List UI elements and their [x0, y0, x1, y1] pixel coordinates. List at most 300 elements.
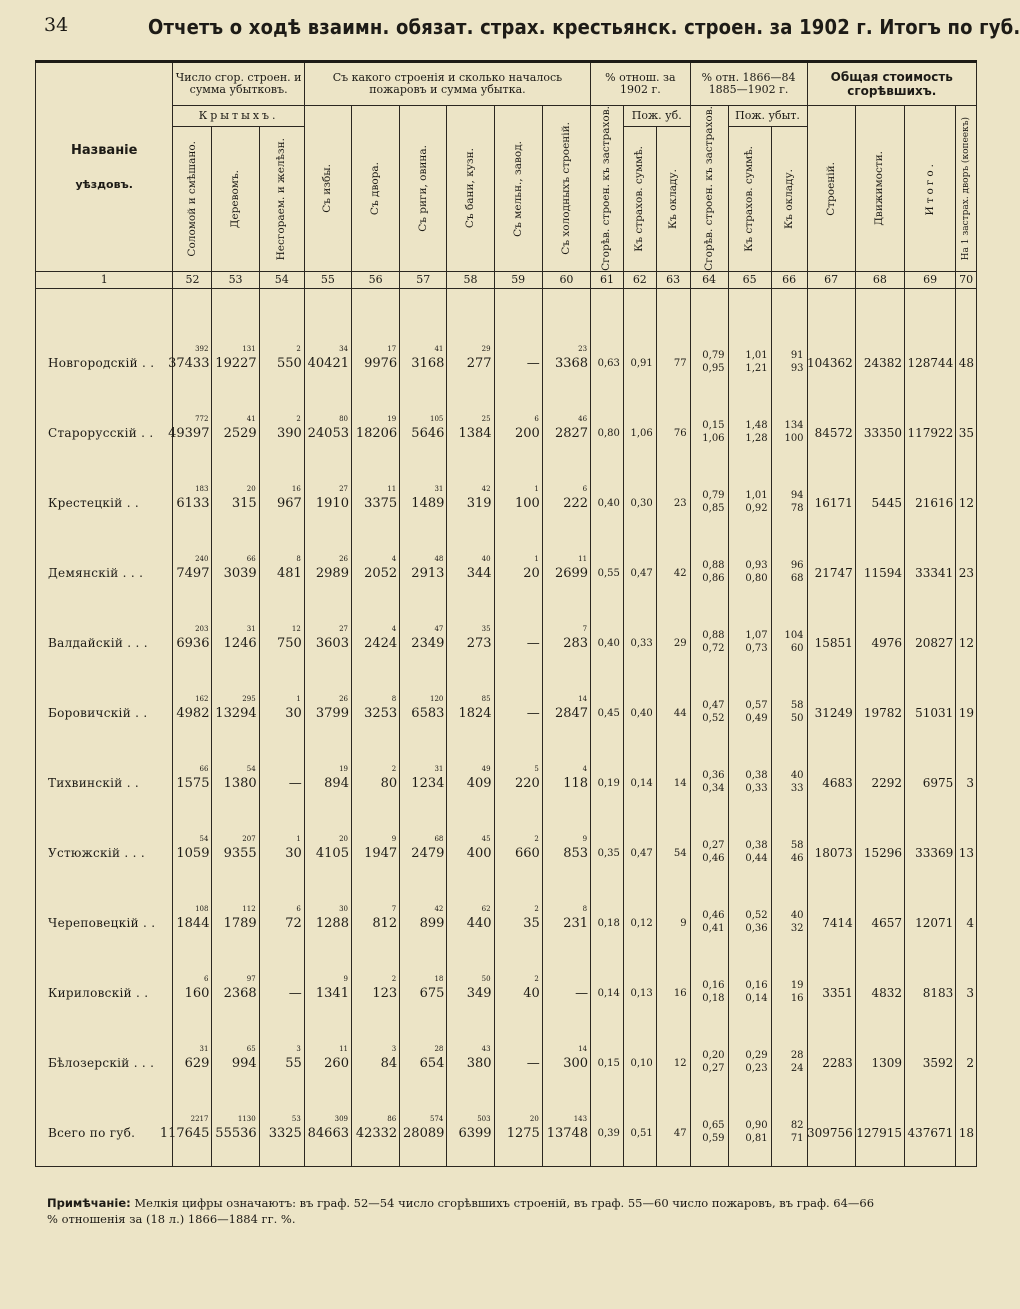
small-count: 131 [242, 345, 256, 354]
percent-1866-1884: 0,38 [745, 840, 768, 852]
small-count: 34 [339, 345, 348, 354]
percent-1866-1884: 94 [790, 490, 804, 502]
table-cell [591, 816, 624, 886]
cost-value: 16171 [814, 496, 853, 511]
percent-1885-1902: 0,44 [745, 853, 768, 865]
col-59-header [494, 106, 542, 272]
small-count: 20 [529, 1115, 539, 1124]
small-count: 11 [578, 555, 588, 564]
cost-value: 2283 [822, 1056, 853, 1071]
table-row [36, 886, 977, 956]
cost-value: 33341 [915, 566, 954, 581]
value: 550 [276, 356, 302, 372]
table-cell [656, 886, 690, 956]
small-count: 86 [387, 1115, 397, 1124]
cost-value: 7414 [822, 916, 853, 931]
table-cell [905, 466, 956, 536]
value: 37433 [168, 356, 210, 372]
value: 315 [231, 496, 257, 512]
cost-value: 48 [958, 356, 974, 371]
table-cell [771, 466, 807, 536]
column-number: 55 [304, 271, 351, 288]
table-cell [591, 326, 624, 396]
column-number: 1 [36, 271, 173, 288]
value: 1947 [364, 846, 398, 862]
table-cell [623, 466, 656, 536]
table-cell [542, 1026, 590, 1096]
percent-1885-1902: 0,95 [702, 363, 725, 375]
table-cell [494, 1096, 542, 1167]
percent-value: 29 [673, 638, 687, 650]
table-cell [905, 746, 956, 816]
footnote-text-2: % отношенія за (18 л.) 1866—1884 гг. %. [47, 1212, 296, 1226]
value: 3325 [268, 1126, 302, 1142]
table-cell [771, 676, 807, 746]
percent-value: 16 [673, 988, 687, 1000]
table-cell [351, 956, 399, 1026]
table-cell [956, 886, 977, 956]
table-cell [259, 1026, 304, 1096]
percent-1885-1902: 0,85 [702, 503, 725, 515]
col-62-label: Къ страхов. суммѣ. [633, 146, 646, 252]
value: 19227 [215, 356, 257, 372]
table-cell [447, 1096, 494, 1167]
table-cell [173, 746, 212, 816]
percent-1866-1884: 134 [784, 420, 804, 432]
percent-value: 0,40 [597, 498, 620, 510]
value: — [288, 776, 302, 792]
percent-1866-1884: 0,29 [745, 1050, 768, 1062]
table-cell [173, 886, 212, 956]
table-cell [351, 886, 399, 956]
table-cell [690, 886, 728, 956]
table-cell [351, 1096, 399, 1167]
table-cell [807, 536, 855, 606]
small-count: 2 [534, 905, 539, 914]
cost-value: 6975 [922, 776, 954, 791]
table-cell [259, 886, 304, 956]
percent-value: 0,47 [630, 848, 653, 860]
table-cell [905, 606, 956, 676]
small-count: 1 [296, 835, 301, 844]
table-cell [728, 1096, 771, 1167]
small-count: 183 [195, 485, 209, 494]
value: 231 [563, 916, 589, 932]
table-cell [690, 326, 728, 396]
table-cell [855, 1026, 904, 1096]
table-cell [807, 606, 855, 676]
column-number: 60 [542, 271, 590, 288]
table-cell [656, 326, 690, 396]
table-cell [656, 466, 690, 536]
table-cell [623, 886, 656, 956]
small-count: 16 [291, 485, 301, 494]
cost-value: 4683 [822, 776, 853, 791]
value: 3603 [315, 636, 349, 652]
table-cell [690, 676, 728, 746]
table-cell [36, 1096, 173, 1167]
value: 13748 [546, 1126, 589, 1142]
table-cell [807, 396, 855, 466]
small-count: 392 [195, 345, 209, 354]
header-total-cost: Общая стоимость сгорѣвшихъ. [807, 62, 976, 106]
table-cell [905, 536, 956, 606]
percent-1885-1902: 0,36 [745, 923, 768, 935]
value: 3375 [364, 496, 398, 512]
table-cell [656, 816, 690, 886]
col-67-label: Строеній. [824, 161, 837, 216]
table-cell [542, 326, 590, 396]
small-count: 2 [534, 975, 539, 984]
percent-1885-1902: 60 [790, 643, 804, 655]
footnote [47, 1195, 874, 1227]
small-count: 31 [246, 625, 256, 634]
table-cell [212, 466, 259, 536]
percent-value: 0,33 [630, 638, 653, 650]
percent-1885-1902: 32 [790, 923, 804, 935]
table-cell [905, 1026, 956, 1096]
table-cell [956, 746, 977, 816]
value: 1380 [223, 776, 257, 792]
table-cell [905, 816, 956, 886]
cost-value: 24382 [863, 356, 903, 371]
percent-1885-1902: 0,73 [745, 643, 768, 655]
table-cell [956, 606, 977, 676]
table-cell [400, 956, 447, 1026]
percent-1885-1902: 24 [790, 1063, 804, 1075]
value: 1789 [223, 916, 257, 932]
table-cell [400, 1026, 447, 1096]
value: 7497 [176, 566, 210, 582]
table-cell [304, 466, 351, 536]
percent-1866-1884: 40 [790, 770, 804, 782]
percent-value: 0,18 [597, 918, 620, 930]
small-count: 2 [534, 835, 539, 844]
small-count: 35 [481, 625, 491, 634]
small-count: 8 [582, 905, 588, 914]
percent-1885-1902: 46 [790, 853, 804, 865]
table-cell [542, 396, 590, 466]
percent-1866-1884: 19 [790, 980, 804, 992]
value: 40421 [307, 356, 349, 372]
percent-1866-1884: 0,20 [702, 1050, 725, 1062]
value: 5646 [411, 426, 445, 442]
table-cell [447, 536, 494, 606]
table-cell [447, 886, 494, 956]
small-count: 6 [582, 485, 588, 494]
table-cell [494, 536, 542, 606]
percent-1885-1902: 0,23 [745, 1063, 768, 1075]
percent-1866-1884: 0,16 [702, 980, 725, 992]
table-cell [656, 746, 690, 816]
percent-1866-1884: 104 [784, 630, 804, 642]
table-cell [542, 1096, 590, 1167]
col-64-header [690, 106, 728, 272]
column-number: 62 [623, 271, 656, 288]
percent-1885-1902: 1,21 [745, 363, 768, 375]
value: — [526, 356, 540, 372]
small-count: 162 [195, 695, 209, 704]
value: 1844 [176, 916, 210, 932]
cost-value: 437671 [907, 1126, 954, 1141]
table-row [36, 326, 977, 396]
value: 1489 [411, 496, 445, 512]
table-row [36, 816, 977, 886]
table-cell [259, 606, 304, 676]
small-count: 29 [481, 345, 491, 354]
table-cell [623, 1026, 656, 1096]
value: 42332 [355, 1126, 398, 1142]
table-cell [494, 326, 542, 396]
cost-value: 15296 [863, 846, 903, 861]
small-count: 1 [534, 555, 539, 564]
table-cell [807, 1026, 855, 1096]
small-count: 11 [339, 1045, 348, 1054]
table-row [36, 1026, 977, 1096]
table-cell [351, 816, 399, 886]
percent-1885-1902: 100 [784, 433, 804, 445]
percent-1866-1884: 0,65 [702, 1120, 725, 1132]
table-cell [447, 606, 494, 676]
col-56-label: Съ двора. [369, 161, 382, 215]
table-cell [956, 1096, 977, 1167]
percent-1866-1884: 1,07 [745, 630, 768, 642]
table-cell [542, 886, 590, 956]
percent-value: 0,15 [597, 1058, 620, 1070]
table-cell [728, 326, 771, 396]
value: 117645 [159, 1126, 210, 1142]
table-cell [905, 326, 956, 396]
column-number: 58 [447, 271, 494, 288]
col-69-header [905, 106, 956, 272]
small-count: 27 [339, 485, 348, 494]
col-59-label: Съ мельн., завод. [511, 140, 524, 237]
small-count: 54 [199, 835, 209, 844]
cost-value: 4657 [871, 916, 903, 931]
district-name: Всего по губ. [48, 1126, 136, 1141]
value: 1234 [411, 776, 445, 792]
table-cell [956, 816, 977, 886]
value: 629 [184, 1056, 210, 1072]
value: 49397 [168, 426, 210, 442]
value: 30 [285, 706, 302, 722]
table-cell [656, 606, 690, 676]
small-count: 5 [534, 765, 539, 774]
column-number: 53 [212, 271, 259, 288]
value: 481 [276, 566, 302, 582]
small-count: 203 [195, 625, 209, 634]
column-number: 61 [591, 271, 624, 288]
table-cell [447, 956, 494, 1026]
col-58-header [447, 106, 494, 272]
small-count: 2217 [190, 1115, 209, 1124]
column-number: 63 [656, 271, 690, 288]
table-cell [212, 676, 259, 746]
table-cell [690, 816, 728, 886]
table-cell [728, 1026, 771, 1096]
value: 2349 [411, 636, 445, 652]
value: 300 [563, 1056, 589, 1072]
small-count: 31 [434, 485, 444, 494]
table-cell [956, 1026, 977, 1096]
percent-1866-1884: 28 [790, 1050, 804, 1062]
small-count: 3 [391, 1045, 397, 1054]
cost-value: 4976 [871, 636, 903, 651]
small-count: 7 [582, 625, 588, 634]
value: 654 [419, 1056, 445, 1072]
percent-1885-1902: 0,72 [702, 643, 725, 655]
small-count: 46 [578, 415, 588, 424]
table-cell [771, 956, 807, 1026]
table-cell [656, 1096, 690, 1167]
column-number: 66 [771, 271, 807, 288]
percent-1885-1902: 78 [790, 503, 804, 515]
table-cell [690, 606, 728, 676]
value: 319 [466, 496, 492, 512]
percent-1885-1902: 1,06 [702, 433, 725, 445]
small-count: 31 [199, 1045, 209, 1054]
value: 344 [466, 566, 492, 582]
percent-1885-1902: 0,14 [745, 993, 768, 1005]
small-count: 28 [434, 1045, 444, 1054]
value: 1288 [315, 916, 349, 932]
column-number: 68 [855, 271, 904, 288]
value: 222 [563, 496, 589, 512]
percent-1866-1884: 0,79 [702, 350, 725, 362]
table-cell [494, 396, 542, 466]
table-cell [259, 466, 304, 536]
table-cell [591, 676, 624, 746]
small-count: 45 [481, 835, 491, 844]
table-cell [351, 1026, 399, 1096]
table-cell [259, 536, 304, 606]
table-cell [304, 536, 351, 606]
district-name: Валдайскій . . . [48, 636, 148, 651]
table-cell [304, 1096, 351, 1167]
table-cell [690, 466, 728, 536]
cost-value: 18 [958, 1126, 974, 1141]
footnote-label: Примѣчаніе: [47, 1196, 131, 1210]
col-54-header [259, 127, 304, 272]
value: 28089 [403, 1126, 445, 1142]
value: — [526, 706, 540, 722]
table-cell [447, 466, 494, 536]
percent-1885-1902: 33 [790, 783, 804, 795]
table-cell [728, 816, 771, 886]
table-cell [771, 1096, 807, 1167]
table-cell [173, 606, 212, 676]
table-cell [956, 326, 977, 396]
cost-value: 2 [966, 1056, 974, 1071]
table-cell [542, 816, 590, 886]
small-count: 48 [434, 555, 444, 564]
value: — [526, 1056, 540, 1072]
value: 4982 [176, 706, 210, 722]
col-61-label: Сгорѣв. строен. къ застрахов. [600, 106, 613, 271]
col-65-header [728, 127, 771, 272]
small-count: 4 [582, 765, 588, 774]
percent-value: 0,63 [597, 358, 620, 370]
small-count: 17 [387, 345, 397, 354]
small-count: 112 [242, 905, 256, 914]
table-row [36, 1096, 977, 1167]
small-count: 6 [296, 905, 301, 914]
table-cell [807, 956, 855, 1026]
table-cell [351, 746, 399, 816]
table-cell [728, 956, 771, 1026]
value: 2424 [364, 636, 398, 652]
value: 84 [380, 1056, 398, 1072]
table-cell [304, 326, 351, 396]
small-count: 18 [434, 975, 444, 984]
percent-1885-1902: 1,28 [745, 433, 768, 445]
cost-value: 21747 [814, 566, 853, 581]
small-count: 40 [481, 555, 491, 564]
table-cell [494, 1026, 542, 1096]
col-66-header [771, 127, 807, 272]
value: 4105 [315, 846, 349, 862]
value: 2052 [364, 566, 398, 582]
small-count: 43 [481, 1045, 491, 1054]
header-district [36, 62, 173, 272]
small-count: 30 [339, 905, 348, 914]
table-cell [447, 396, 494, 466]
small-count: 503 [477, 1115, 491, 1124]
percent-value: 0,13 [630, 988, 653, 1000]
table-cell [259, 326, 304, 396]
table-row [36, 536, 977, 606]
value: 6583 [411, 706, 445, 722]
percent-1866-1884: 1,48 [745, 420, 768, 432]
table-cell [956, 466, 977, 536]
table-cell [591, 606, 624, 676]
table-cell [542, 466, 590, 536]
cost-value: 18073 [814, 846, 853, 861]
table-cell [447, 816, 494, 886]
district-name: Устюжскій . . . [48, 846, 145, 861]
cost-value: 23 [958, 566, 974, 581]
statistics-table [35, 60, 977, 1167]
col-69-label: Итого. [923, 161, 936, 216]
col-63-label: Къ окладу. [666, 169, 679, 229]
table-cell [494, 746, 542, 816]
table-cell [855, 536, 904, 606]
table-cell [623, 956, 656, 1026]
table-cell [542, 676, 590, 746]
table-cell [173, 1026, 212, 1096]
table-cell [304, 886, 351, 956]
cost-value: 12 [958, 636, 974, 651]
table-cell [259, 956, 304, 1026]
percent-value: 0,39 [597, 1128, 620, 1140]
value: 1384 [458, 426, 492, 442]
value: 2913 [411, 566, 445, 582]
table-row [36, 676, 977, 746]
table-cell [494, 886, 542, 956]
percent-1885-1902: 0,41 [702, 923, 725, 935]
table-cell [623, 676, 656, 746]
small-count: 12 [291, 625, 301, 634]
table-cell [855, 606, 904, 676]
table-cell [656, 956, 690, 1026]
small-count: 26 [339, 555, 348, 564]
percent-1885-1902: 93 [790, 363, 804, 375]
percent-1885-1902: 16 [790, 993, 804, 1005]
table-cell [494, 606, 542, 676]
percent-1866-1884: 0,15 [702, 420, 725, 432]
percent-1866-1884: 0,47 [702, 700, 725, 712]
percent-1885-1902: 0,92 [745, 503, 768, 515]
